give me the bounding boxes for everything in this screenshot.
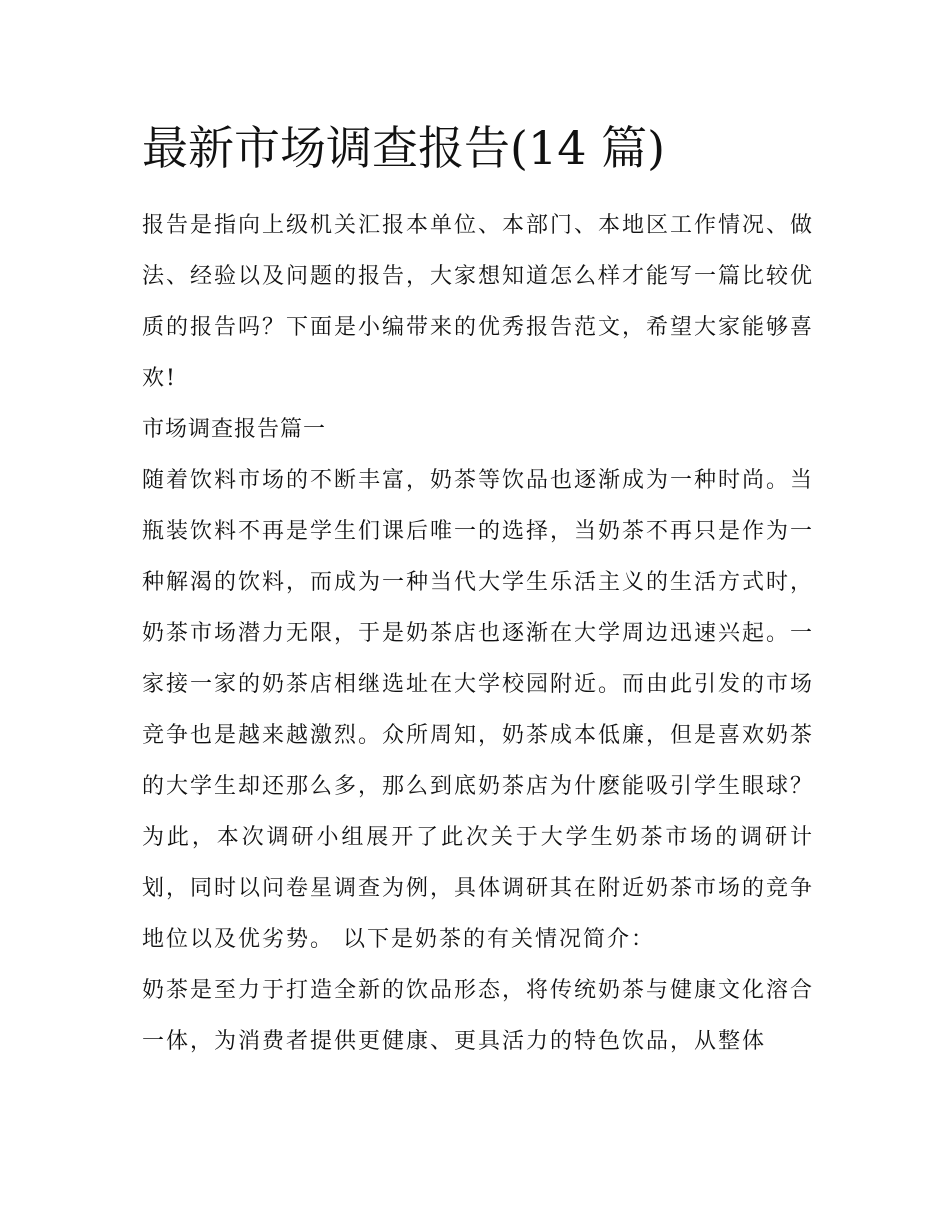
- document-body: [142, 200, 814, 1067]
- document-title: 最新市场调查报告(14 篇): [142, 121, 666, 175]
- intro-paragraph: 报告是指向上级机关汇报本单位、本部门、本地区工作情况、做法、经验以及问题的报告，大家想知道怎么样才能写一篇比较优质的报告吗？下面是小编带来的优秀报告范文，希望大家能够喜欢!: [142, 213, 815, 391]
- section-heading: 市场调查报告篇一: [142, 417, 327, 442]
- body-paragraph: 为此，本次调研小组展开了此次关于大学生奶茶市场的调研计划，同时以问卷星调查为例，具体调研其在附近奶茶市场的竞争地位以及优劣势。 以下是奶茶的有关情况简介：: [142, 825, 815, 952]
- body-paragraph: 奶茶是至力于打造全新的饮品形态，将传统奶茶与健康文化溶合一体，为消费者提供更健康、更具活力的特色饮品，从整体: [142, 978, 815, 1054]
- document-page: [142, 114, 814, 1067]
- body-paragraph: 随着饮料市场的不断丰富，奶茶等饮品也逐渐成为一种时尚。当瓶装饮料不再是学生们课后唯一的选择，当奶茶不再只是作为一种解渴的饮料，而成为一种当代大学生乐活主义的生活方式时，奶茶市场潜力无限，于是奶茶店也逐渐在大学周边迅速兴起。一家接一家的奶茶店相继选址在大学校园附近。而由此引发的市场竞争也是越来越激烈。众所周知，奶茶成本低廉，但是喜欢奶茶的大学生却还那么多，那么到底奶茶店为什麽能吸引学生眼球？: [142, 468, 815, 799]
